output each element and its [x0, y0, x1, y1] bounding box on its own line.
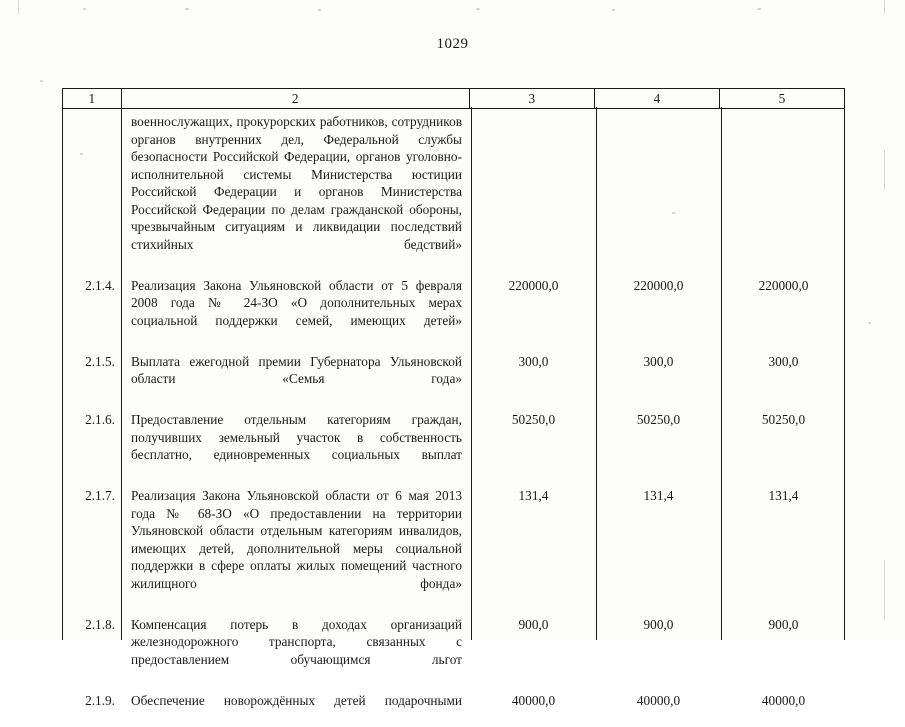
row-value-2: 40000,0: [636, 692, 681, 708]
page-number: 1029: [436, 36, 469, 52]
row-value-2: 50250,0: [636, 412, 681, 427]
row-name: Обеспечение новорождённых детей подарочными: [131, 692, 462, 708]
scan-speck: [40, 80, 43, 82]
row-value-1: 131,4: [518, 488, 549, 503]
row-value-2: 900,0: [643, 616, 674, 632]
table-header: [62, 88, 845, 109]
scan-edge-mark: [884, 150, 885, 190]
scan-speck: [185, 8, 189, 10]
row-value-3: 900,0: [768, 616, 799, 632]
row-name: Компенсация потерь в доходах организаций железнодорожного транспорта, связанных с предоставлением обучающимся льгот: [131, 616, 462, 667]
row-value-2: 300,0: [643, 353, 674, 369]
row-code: 2.1.9.: [85, 692, 115, 708]
row-code: 2.1.4.: [85, 277, 115, 293]
column-number-1: 1: [63, 89, 122, 109]
row-value-2: [596, 113, 721, 271]
scan-speck: [476, 8, 480, 10]
scan-speck: [83, 8, 86, 10]
scan-edge-mark: [18, 0, 19, 14]
table-row: [63, 113, 846, 271]
scan-speck: [612, 9, 615, 11]
column-number-3: 3: [469, 89, 594, 109]
row-value-1: 40000,0: [511, 692, 556, 708]
row-name: Реализация Закона Ульяновской области от 6 мая 2013 года № 68-ЗО «О предоставлении на территории Ульяновской области отдельным категориям инвалидов, имеющих детей, дополнительной меры социальной поддержки в сфере оплаты жилых помещений частного жилищного фонда»: [131, 488, 462, 591]
row-code: [63, 113, 121, 271]
column-number-5: 5: [719, 89, 844, 109]
row-value-1: [471, 113, 596, 271]
column-number-4: 4: [594, 89, 719, 109]
table-row: [63, 277, 846, 347]
scan-edge-mark: [884, 560, 885, 620]
row-name: Реализация Закона Ульяновской области от 5 февраля 2008 года № 24-ЗО «О дополнительных мерах социальной поддержки семей, имеющих детей»: [131, 277, 462, 328]
row-value-1: 900,0: [518, 616, 549, 632]
scan-speck: [757, 8, 761, 10]
row-value-1: 300,0: [518, 353, 549, 369]
table-row: [63, 487, 846, 610]
table-row-column-numbers: [63, 89, 845, 109]
row-code: 2.1.6.: [85, 412, 115, 427]
scan-edge-mark: [884, 0, 885, 14]
scan-speck: [318, 9, 321, 11]
table-row: [63, 353, 846, 406]
row-value-3: 40000,0: [761, 692, 806, 708]
table-body: [62, 107, 845, 708]
table-row: [63, 616, 846, 686]
continued-paragraph: военнослужащих, прокурорских работников, сотрудников органов внутренних дел, Федеральной службы безопасности Российской Федерации, органов уголовно-исполнительной системы Министерства юстиции Российской Федерации и органов Министерства Российской Федерации по делам гражданской обороны, чрезвычайным ситуациям и ликвидации последствий стихийных бедствий»: [131, 114, 462, 252]
table-row: [63, 411, 846, 481]
row-value-3: [721, 113, 846, 271]
row-value-3: 131,4: [768, 488, 799, 503]
row-value-2: 220000,0: [633, 277, 684, 293]
row-value-3: 50250,0: [761, 412, 806, 427]
row-value-3: 300,0: [768, 353, 799, 369]
table-row: [63, 692, 846, 727]
row-code: 2.1.5.: [85, 353, 115, 369]
row-value-1: 220000,0: [508, 277, 559, 293]
scan-speck: [868, 322, 871, 324]
row-code: 2.1.7.: [85, 488, 115, 503]
column-number-2: 2: [121, 89, 469, 109]
row-code: 2.1.8.: [85, 616, 115, 632]
row-value-2: 131,4: [643, 488, 674, 503]
row-value-1: 50250,0: [511, 412, 556, 427]
row-name: Выплата ежегодной премии Губернатора Ульяновской области «Семья года»: [131, 353, 462, 386]
row-value-3: 220000,0: [758, 277, 809, 293]
row-name: Предоставление отдельным категориям граждан, получивших земельный участок в собственность бесплатно, единовременных социальных выплат: [131, 412, 462, 462]
